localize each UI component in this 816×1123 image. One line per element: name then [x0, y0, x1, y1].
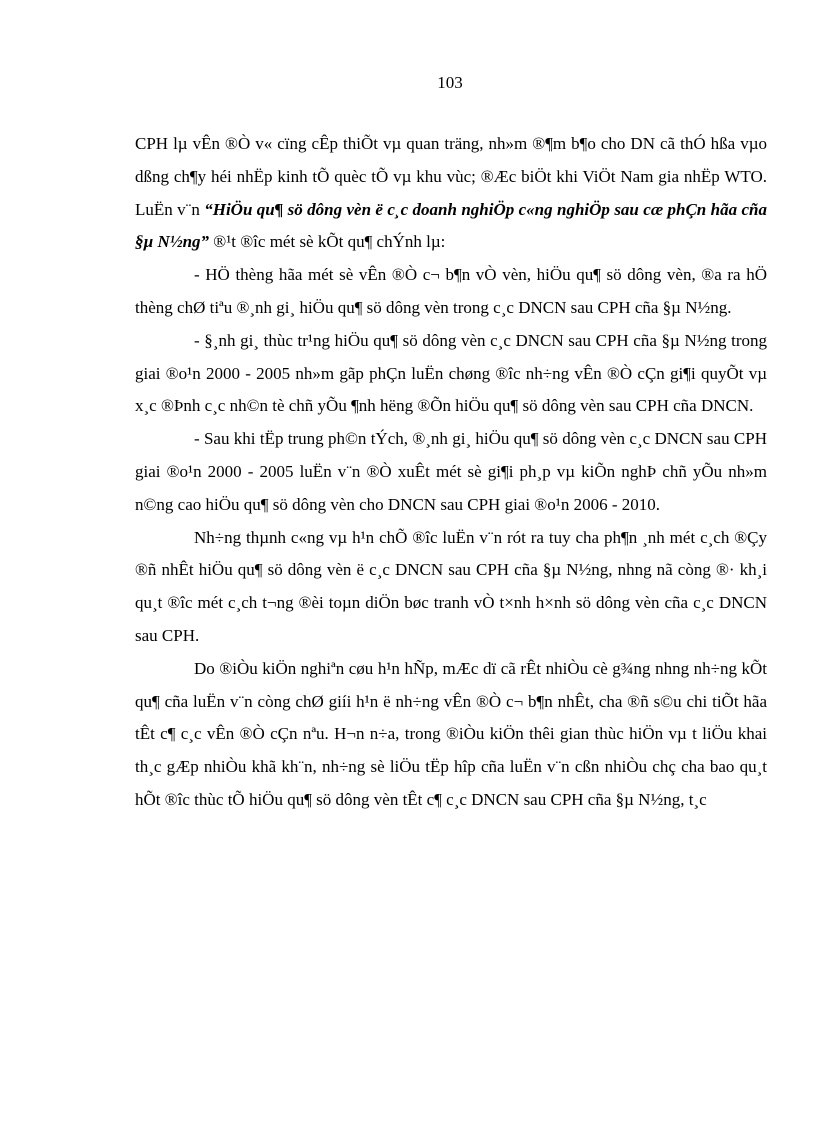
page-body	[135, 128, 767, 817]
paragraph-result-2: - §¸nh gi¸ thùc tr¹ng hiÖu qu¶ sö dông vèn c¸c DNCN sau CPH cña §µ N½ng trong giai ®o¹n 2000 - 2005 nh»m gãp phÇn luËn chøng ®îc nh÷ng vÊn ®Ò cÇn gi¶i quyÕt vµ x¸c ®Þnh c¸c nh©n tè chñ yÕu ¶nh hëng ®Õn hiÖu qu¶ sö dông vèn sau CPH cña DNCN.	[135, 330, 767, 416]
paragraph-result-3: - Sau khi tËp trung ph©n tÝch, ®¸nh gi¸ hiÖu qu¶ sö dông vèn c¸c DNCN sau CPH giai ®o¹n 2000 - 2005 luËn v¨n ®Ò xuÊt mét sè gi¶i ph¸p vµ kiÕn nghÞ chñ yÕu nh»m n©ng cao hiÖu qu¶ sö dông vèn cho DNCN sau CPH giai ®o¹n 2006 - 2010.	[135, 429, 767, 514]
thesis-title: “HiÖu qu¶ sö dông vèn ë c¸c doanh nghiÖp c«ng nghiÖp sau cæ phÇn hãa cña §µ N½ng”	[135, 199, 767, 252]
paragraph-intro	[135, 128, 767, 259]
paragraph-intro-text: CPH lµ vÊn ®Ò v« cïng cÊp thiÕt vµ quan träng, nh»m ®¶m b¶o cho DN cã thÓ hßa vµo dßng ch¶y héi nhËp kinh tÕ quèc tÕ vµ khu vùc; ®Æc biÖt khi ViÖt Nam gia nhËp WTO. LuËn v¨n	[135, 134, 767, 219]
page-number: 103	[437, 73, 463, 92]
paragraph-intro-tail: ®¹t ®îc mét sè kÕt qu¶ chÝnh lµ:	[209, 232, 446, 252]
paragraph-result-1: - HÖ thèng hãa mét sè vÊn ®Ò c¬ b¶n vÒ vèn, hiÖu qu¶ sö dông vèn, ®a ra hÖ thèng chØ tiªu ®¸nh gi¸ hiÖu qu¶ sö dông vèn trong c¸c DNCN sau CPH cña §µ N½ng.	[135, 265, 767, 317]
paragraph-achievements: Nh÷ng thµnh c«ng vµ h¹n chÕ ®îc luËn v¨n rót ra tuy cha ph¶n ¸nh mét c¸ch ®Çy ®ñ nhÊt hiÖu qu¶ sö dông vèn ë c¸c DNCN sau CPH cña §µ N½ng, nhng nã còng ®· kh¸i qu¸t ®îc mét c¸ch t¬ng ®èi toµn diÖn bøc tranh vÒ t×nh h×nh sö dông vèn cña c¸c DNCN sau CPH.	[135, 527, 767, 645]
paragraph-limitations: Do ®iÒu kiÖn nghiªn cøu h¹n hÑp, mÆc dï cã rÊt nhiÒu cè g¾ng nhng nh÷ng kÕt qu¶ cña luËn v¨n còng chØ giíi h¹n ë nh÷ng vÊn ®Ò c¬ b¶n nhÊt, cha ®ñ s©u chi tiÕt hãa tÊt c¶ c¸c vÊn ®Ò cÇn nªu. H¬n n÷a, trong ®iÒu kiÖn thêi gian thùc hiÖn vµ t liÖu khai th¸c gÆp nhiÒu khã kh¨n, nh÷ng sè liÖu tËp hîp cña luËn v¨n cßn nhiÒu chç cha bao qu¸t hÕt ®îc thùc tÕ hiÖu qu¶ sö dông vèn tÊt c¶ c¸c DNCN sau CPH cña §µ N½ng, t¸c	[135, 658, 767, 809]
